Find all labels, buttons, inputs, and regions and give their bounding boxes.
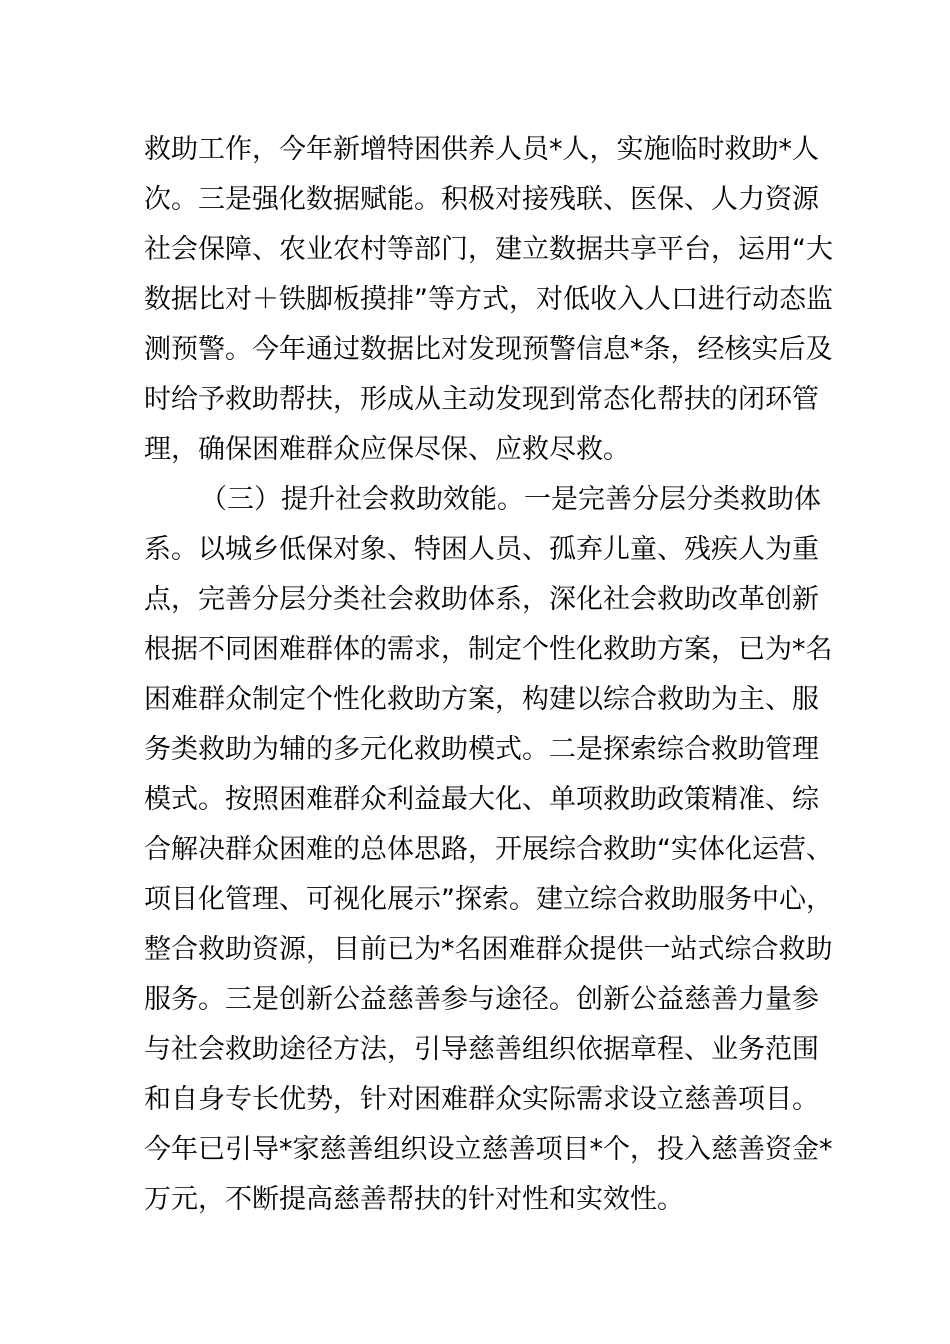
text-line: 合解决群众困难的总体思路，开展综合救助“实体化运营、: [144, 834, 833, 865]
text-line: 与社会救助途径方法，引导慈善组织依据章程、业务范围: [144, 1034, 819, 1065]
text-line: 困难群众制定个性化救助方案，构建以综合救助为主、服: [144, 684, 819, 715]
text-line: （三）提升社会救助效能。一是完善分层分类救助体: [200, 484, 821, 515]
text-line: 务类救助为辅的多元化救助模式。二是探索综合救助管理: [144, 734, 819, 765]
text-line: 测预警。今年通过数据比对发现预警信息*条，经核实后及: [144, 334, 833, 365]
body-text: [144, 125, 833, 1225]
text-line: 根据不同困难群体的需求，制定个性化救助方案，已为*名: [144, 634, 833, 665]
text-line: 点，完善分层分类社会救助体系，深化社会救助改革创新: [144, 584, 819, 615]
text-line: 救助工作，今年新增特困供养人员*人，实施临时救助*人: [144, 134, 819, 165]
text-line: 时给予救助帮扶，形成从主动发现到常态化帮扶的闭环管: [144, 384, 819, 415]
text-line: 次。三是强化数据赋能。积极对接残联、医保、人力资源: [144, 184, 819, 215]
text-line: 整合救助资源，目前已为*名困难群众提供一站式综合救助: [144, 934, 833, 965]
text-line: 理，确保困难群众应保尽保、应救尽救。: [144, 434, 630, 465]
text-line: 项目化管理、可视化展示”探索。建立综合救助服务中心，: [144, 884, 833, 915]
text-line: 社会保障、农业农村等部门，建立数据共享平台，运用“大: [144, 234, 833, 265]
text-line: 今年已引导*家慈善组织设立慈善项目*个，投入慈善资金*: [144, 1134, 833, 1165]
text-line: 服务。三是创新公益慈善参与途径。创新公益慈善力量参: [144, 984, 819, 1015]
text-line: 数据比对＋铁脚板摸排”等方式，对低收入人口进行动态监: [144, 284, 833, 315]
text-line: 万元，不断提高慈善帮扶的针对性和实效性。: [144, 1184, 684, 1215]
text-line: 系。以城乡低保对象、特困人员、孤弃儿童、残疾人为重: [144, 534, 819, 565]
text-line: 和自身专长优势，针对困难群众实际需求设立慈善项目。: [144, 1084, 819, 1115]
text-line: 模式。按照困难群众利益最大化、单项救助政策精准、综: [144, 784, 819, 815]
